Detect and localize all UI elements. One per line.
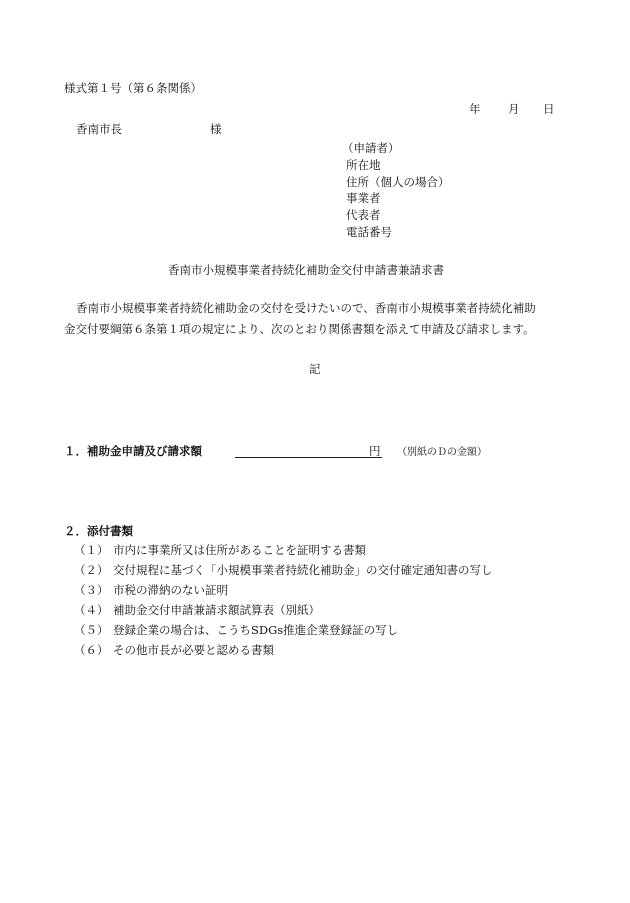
date-day-label: 日	[543, 102, 555, 116]
attachment-num: （５）	[74, 623, 109, 637]
applicant-address-label: 住所（個人の場合）	[346, 175, 450, 189]
ki-heading: 記	[309, 362, 321, 376]
applicant-location-label: 所在地	[346, 158, 381, 172]
attachment-text: 補助金交付申請兼請求額試算表（別紙）	[113, 603, 320, 617]
applicant-phone-label: 電話番号	[346, 225, 392, 239]
applicant-heading: （申請者）	[342, 141, 400, 155]
attachment-text: 市内に事業所又は住所があることを証明する書類	[113, 543, 366, 557]
section2-label: ２．添付書類	[64, 524, 133, 538]
attachment-text: その他市長が必要と認める書類	[113, 643, 274, 657]
applicant-business-label: 事業者	[346, 191, 381, 205]
attachment-num: （３）	[74, 583, 109, 597]
attachment-num: （６）	[74, 643, 109, 657]
form-number: 様式第１号（第６条関係）	[64, 81, 202, 95]
amount-unit: 円	[369, 444, 381, 458]
attachment-num: （２）	[74, 563, 109, 577]
date-month-label: 月	[508, 102, 520, 116]
date-year-label: 年	[469, 102, 481, 116]
amount-note: （別紙のＤの金額）	[397, 447, 487, 458]
attachment-text: 交付規程に基づく「小規模事業者持続化補助金」の交付確定通知書の写し	[113, 563, 493, 577]
section1-label: １．補助金申請及び請求額	[64, 444, 202, 458]
attachment-num: （４）	[74, 603, 109, 617]
body-line-1: 香南市小規模事業者持続化補助金の交付を受けたいので、香南市小規模事業者持続化補助	[76, 301, 536, 315]
addressee-name: 香南市長	[76, 122, 122, 136]
body-line-2: 金交付要綱第６条第１項の規定により、次のとおり関係書類を添えて申請及び請求します。	[64, 322, 535, 336]
document-title: 香南市小規模事業者持続化補助金交付申請書兼請求書	[168, 263, 444, 277]
attachment-text: 登録企業の場合は、こうちSDGs推進企業登録証の写し	[113, 623, 399, 637]
applicant-representative-label: 代表者	[346, 208, 381, 222]
addressee-honorific: 様	[210, 122, 222, 136]
amount-underline	[235, 457, 382, 458]
attachment-text: 市税の滞納のない証明	[113, 583, 228, 597]
attachment-num: （１）	[74, 543, 109, 557]
